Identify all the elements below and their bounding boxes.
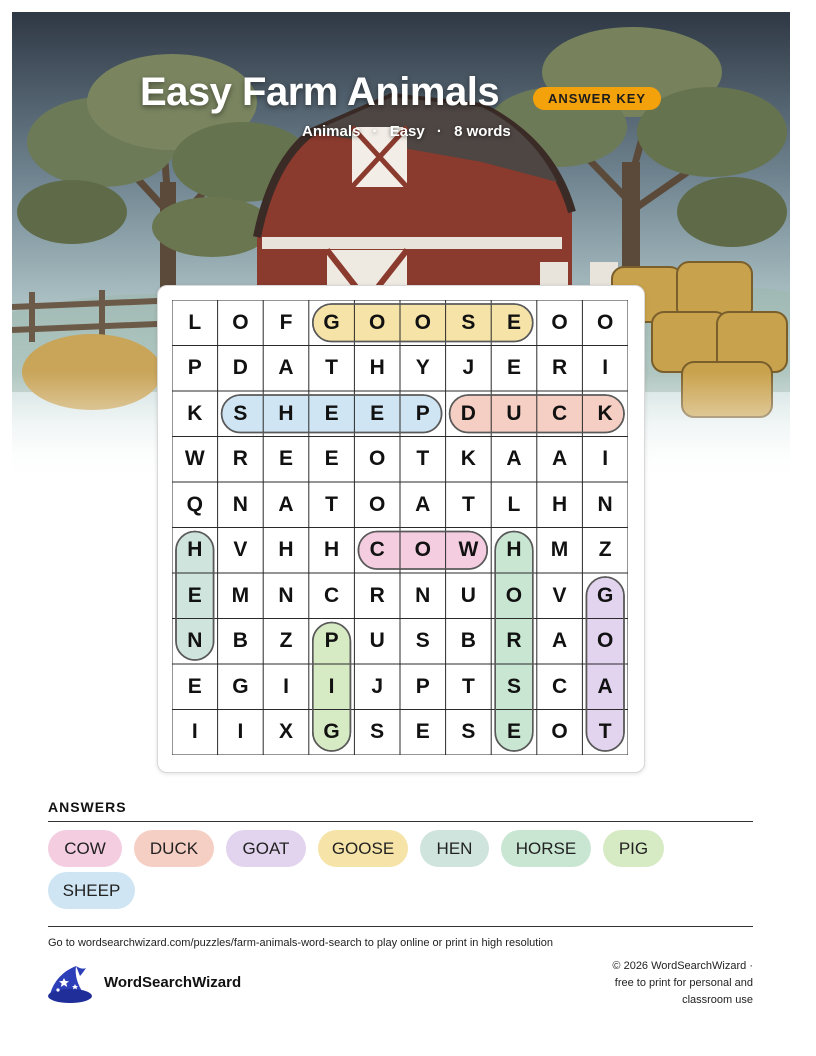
- grid-cell: O: [505, 583, 523, 607]
- grid-cell: A: [597, 674, 613, 698]
- grid-cell: O: [369, 447, 386, 471]
- grid-cell: H: [278, 538, 294, 562]
- grid-cell: C: [551, 674, 568, 698]
- page-title: Easy Farm Animals: [140, 70, 500, 114]
- grid-cell: A: [278, 356, 294, 380]
- grid-cell: K: [460, 447, 476, 471]
- grid-cell: S: [233, 401, 248, 425]
- grid-cell: C: [551, 401, 568, 425]
- grid-cell: L: [507, 492, 521, 516]
- answer-pill-horse: HORSE: [501, 830, 591, 867]
- grid-cell: U: [460, 583, 476, 607]
- grid-cell: H: [323, 538, 340, 562]
- grid-cell: S: [370, 720, 385, 744]
- grid-cell: J: [462, 356, 475, 380]
- answer-pill-goose: GOOSE: [318, 830, 408, 867]
- grid-cell: O: [369, 310, 386, 334]
- grid-cell: H: [551, 492, 568, 516]
- grid-cell: S: [506, 674, 521, 698]
- grid-cell: Z: [598, 538, 612, 562]
- grid-cell: T: [416, 447, 430, 471]
- answer-pill-pig: PIG: [603, 830, 664, 867]
- grid-cell: O: [232, 310, 249, 334]
- grid-cell: T: [598, 720, 612, 744]
- grid-cell: I: [237, 720, 244, 744]
- grid-cell: E: [415, 720, 430, 744]
- grid-cell: E: [506, 720, 521, 744]
- grid-cell: A: [415, 492, 431, 516]
- grid-cell: I: [283, 674, 289, 698]
- grid-cell: V: [233, 538, 248, 562]
- grid-cell: H: [278, 401, 294, 425]
- puzzle-meta: [302, 123, 511, 140]
- grid-cell: R: [232, 447, 248, 471]
- grid-cell: F: [279, 310, 293, 334]
- grid-cell: S: [461, 720, 476, 744]
- grid-cell: W: [458, 538, 479, 562]
- grid-cell: G: [596, 583, 614, 607]
- grid-cell: O: [596, 310, 614, 334]
- grid-cell: E: [324, 401, 339, 425]
- grid-cell: E: [324, 447, 339, 471]
- grid-cell: A: [278, 492, 294, 516]
- grid-cell: H: [369, 356, 385, 380]
- copyright-line: classroom use: [682, 994, 753, 1006]
- grid-cell: L: [188, 310, 202, 334]
- copyright-line: free to print for personal and: [614, 977, 753, 989]
- grid-cell: A: [551, 629, 568, 653]
- answer-pill-cow: COW: [48, 830, 122, 867]
- grid-cell: C: [323, 583, 340, 607]
- category-label: Animals: [302, 123, 361, 140]
- grid-cell: P: [324, 629, 339, 653]
- grid-cell: T: [461, 674, 475, 698]
- word-search-grid: [172, 300, 628, 755]
- grid-cell: N: [415, 583, 431, 607]
- grid-cell: Q: [186, 492, 203, 516]
- grid-cell: N: [187, 629, 203, 653]
- answer-pill-hen: HEN: [420, 830, 489, 867]
- grid-cell: B: [460, 629, 476, 653]
- grid-cell: O: [551, 310, 568, 334]
- grid-cell: S: [461, 310, 476, 334]
- grid-cell: E: [278, 447, 293, 471]
- grid-cell: X: [278, 720, 293, 744]
- grid-cell: O: [414, 310, 431, 334]
- grid-cell: E: [506, 356, 521, 380]
- grid-cell: N: [597, 492, 613, 516]
- answer-pill-duck: DUCK: [134, 830, 214, 867]
- grid-cell: A: [506, 447, 522, 471]
- grid-cell: B: [232, 629, 248, 653]
- meta-separator: ·: [436, 123, 442, 140]
- answer-pill-goat: GOAT: [226, 830, 306, 867]
- grid-cell: E: [506, 310, 521, 334]
- grid-cell: D: [460, 401, 476, 425]
- grid-cell: T: [461, 492, 475, 516]
- wizard-hat-icon: [46, 964, 94, 1006]
- meta-separator: ·: [372, 123, 378, 140]
- grid-cell: H: [506, 538, 522, 562]
- copyright-line: © 2026 WordSearchWizard ·: [612, 960, 753, 972]
- grid-cell: N: [232, 492, 248, 516]
- difficulty-label: Easy: [389, 123, 425, 140]
- grid-cell: I: [328, 674, 335, 698]
- answer-pill-sheep: SHEEP: [48, 872, 135, 909]
- copyright-notice: [560, 958, 753, 1009]
- grid-cell: I: [602, 356, 609, 380]
- grid-cell: U: [506, 401, 522, 425]
- grid-cell: I: [602, 447, 609, 471]
- brand-name: WordSearchWizard: [104, 974, 242, 991]
- answers-heading: ANSWERS: [48, 799, 127, 815]
- word-count-label: 8 words: [454, 123, 511, 140]
- grid-cell: O: [596, 629, 614, 653]
- grid-cell: P: [415, 401, 430, 425]
- grid-cell: I: [191, 720, 198, 744]
- grid-cell: E: [370, 401, 385, 425]
- grid-cell: G: [232, 674, 249, 698]
- grid-cell: V: [552, 583, 567, 607]
- answer-key-badge: ANSWER KEY: [533, 87, 661, 110]
- grid-cell: U: [369, 629, 385, 653]
- grid-cell: P: [415, 674, 430, 698]
- answers-divider: [48, 821, 753, 822]
- grid-cell: D: [232, 356, 248, 380]
- grid-cell: T: [325, 356, 338, 380]
- grid-cell: K: [187, 401, 203, 425]
- grid-cell: P: [187, 356, 202, 380]
- play-online-text: Go to wordsearchwizard.com/puzzles/farm-animals-word-search to play online or print in high resolution: [48, 937, 553, 949]
- footer-divider: [48, 926, 753, 927]
- grid-cell: S: [415, 629, 430, 653]
- grid-cell: C: [369, 538, 385, 562]
- grid-cell: G: [323, 310, 340, 334]
- grid-cell: G: [323, 720, 340, 744]
- grid-cell: O: [551, 720, 568, 744]
- grid-cell: R: [551, 356, 568, 380]
- grid-cell: Y: [415, 356, 430, 380]
- letter-grid: [172, 300, 628, 755]
- grid-cell: T: [325, 492, 338, 516]
- grid-cell: J: [371, 674, 384, 698]
- grid-cell: K: [597, 401, 613, 425]
- grid-cell: E: [187, 583, 202, 607]
- grid-cell: Z: [279, 629, 293, 653]
- grid-cell: W: [184, 447, 205, 471]
- grid-cell: O: [414, 538, 431, 562]
- grid-cell: A: [551, 447, 568, 471]
- grid-cell: R: [369, 583, 385, 607]
- grid-cell: H: [187, 538, 203, 562]
- grid-cell: E: [187, 674, 202, 698]
- grid-cell: M: [231, 583, 250, 607]
- grid-cell: R: [506, 629, 522, 653]
- grid-cell: N: [278, 583, 294, 607]
- grid-cell: O: [369, 492, 386, 516]
- grid-cell: M: [550, 538, 569, 562]
